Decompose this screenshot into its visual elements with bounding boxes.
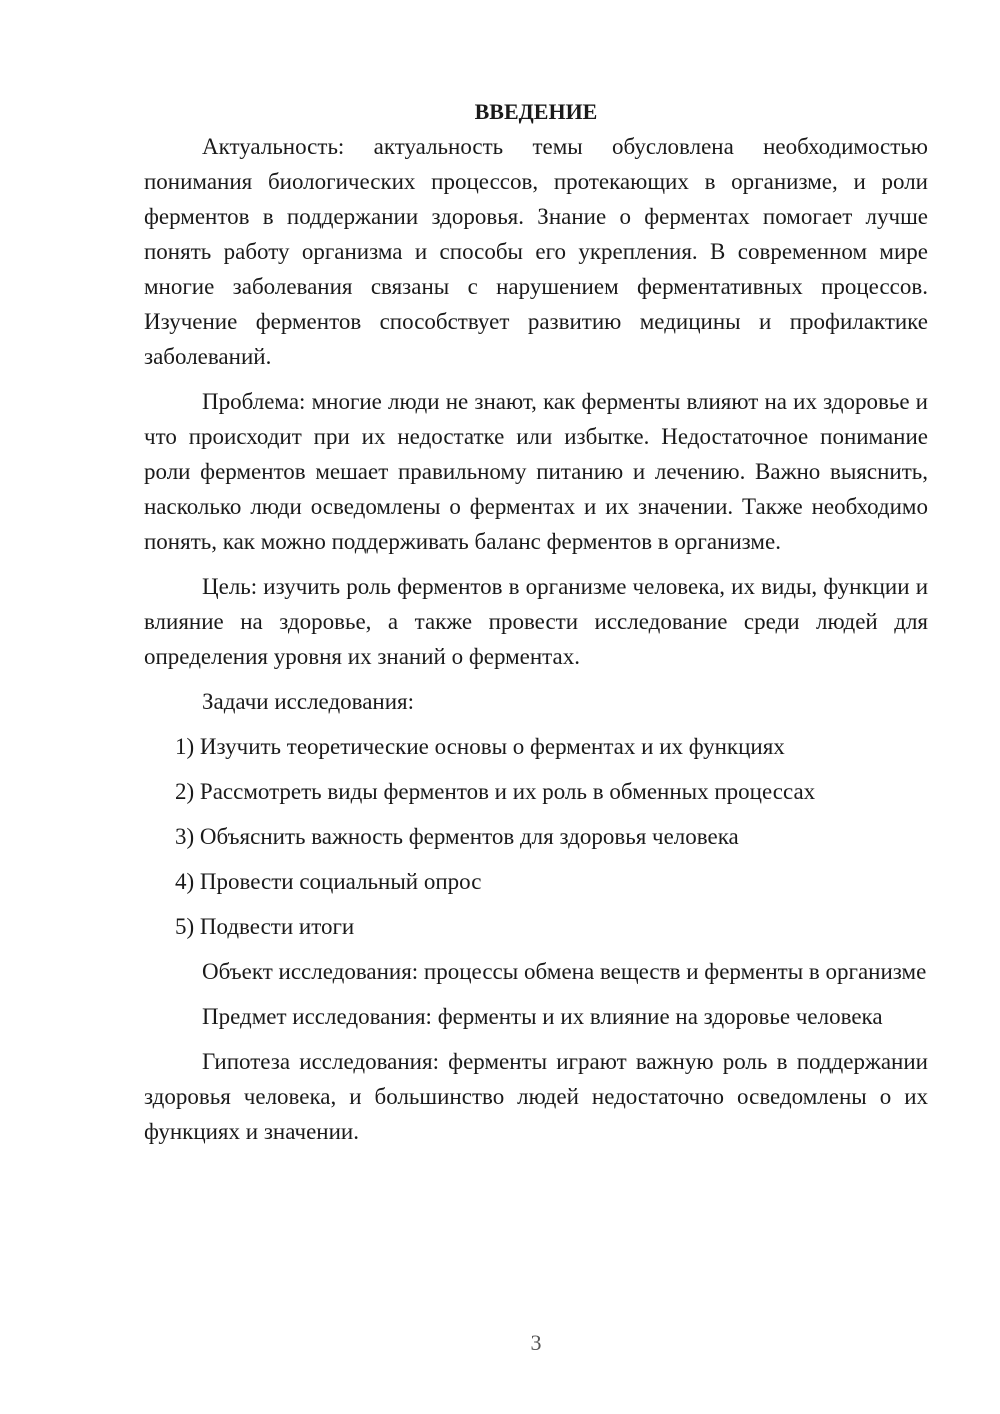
subject-paragraph: Предмет исследования: ферменты и их влияние на здоровье человека (202, 1004, 883, 1029)
relevance-paragraph: Актуальность: актуальность темы обусловлена необходимостью понимания биологических процессов, протекающих в организме, и роли ферментов в поддержании здоровья. Знание о ферментах помогает лучше понять работу организма и способы его укрепления. В современном мире многие заболевания связаны с нарушением ферментативных процессов. Изучение ферментов способствует развитию медицины и профилактике заболеваний. (144, 134, 928, 369)
list-item: 4) Провести социальный опрос (175, 869, 482, 894)
section-heading: ВВЕДЕНИЕ (474, 99, 598, 124)
problem-paragraph: Проблема: многие люди не знают, как ферменты влияют на их здоровье и что происходит при их недостатке или избытке. Недостаточное понимание роли ферментов мешает правильному питанию и лечению. Важно выяснить, насколько люди осведомлены о ферментах и их значении. Также необходимо понять, как можно поддерживать баланс ферментов в организме. (144, 389, 928, 554)
hypothesis-paragraph: Гипотеза исследования: ферменты играют важную роль в поддержании здоровья человека, и большинство людей недостаточно осведомлены о их функциях и значении. (144, 1049, 928, 1144)
list-item: 3) Объяснить важность ферментов для здоровья человека (175, 824, 739, 849)
list-item: 5) Подвести итоги (175, 914, 355, 939)
page-number: 3 (530, 1330, 542, 1355)
list-item: 2) Рассмотреть виды ферментов и их роль в обменных процессах (175, 779, 816, 804)
object-paragraph: Объект исследования: процессы обмена веществ и ферменты в организме (202, 959, 927, 984)
goal-paragraph: Цель: изучить роль ферментов в организме человека, их виды, функции и влияние на здоровье, а также провести исследование среди людей для определения уровня их знаний о ферментах. (144, 574, 928, 669)
tasks-title: Задачи исследования: (202, 689, 415, 714)
page-content (144, 94, 928, 1159)
list-item: 1) Изучить теоретические основы о ферментах и их функциях (175, 734, 785, 759)
